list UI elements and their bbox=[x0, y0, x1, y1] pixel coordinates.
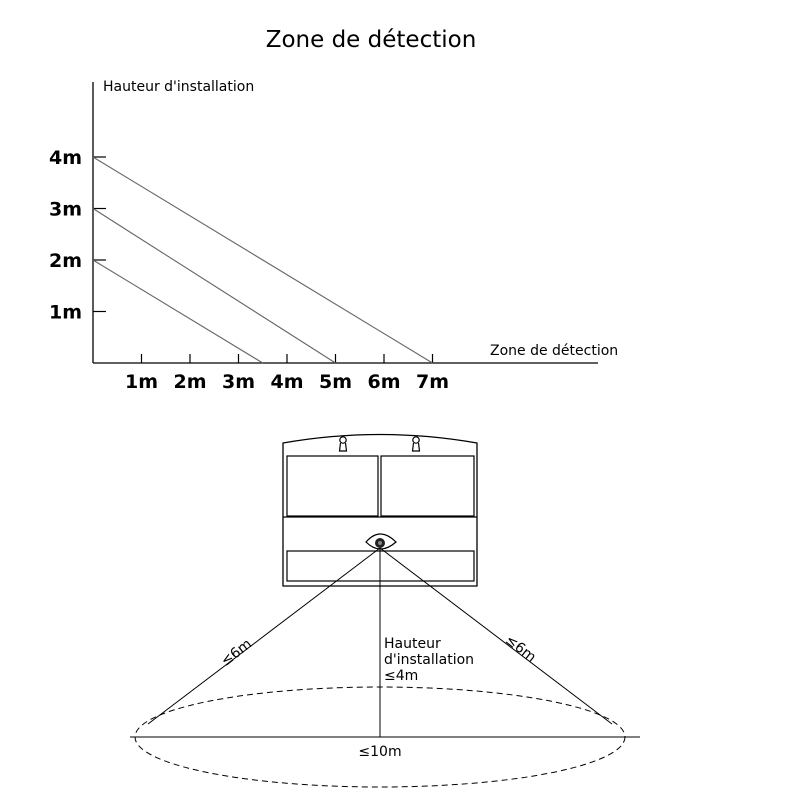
x-tick-label: 3m bbox=[221, 371, 256, 393]
diameter-label: ≤10m bbox=[358, 744, 402, 760]
range-line bbox=[93, 157, 433, 363]
right-slant-label: ≤6m bbox=[502, 631, 539, 666]
x-tick-label: 7m bbox=[415, 371, 450, 393]
x-tick-label: 2m bbox=[173, 371, 207, 393]
y-tick-label: 2m bbox=[48, 250, 82, 272]
x-tick-label: 6m bbox=[367, 371, 401, 393]
x-tick-label: 1m bbox=[124, 371, 159, 393]
range-line bbox=[93, 209, 336, 364]
height-label-line3: ≤4m bbox=[384, 668, 419, 684]
height-label-line2: d'installation bbox=[384, 652, 475, 668]
x-tick-label: 5m bbox=[318, 371, 353, 393]
x-axis-label: Zone de détection bbox=[490, 343, 619, 359]
figure-title: Zone de détection bbox=[265, 27, 477, 53]
left-slant-label: ≤6m bbox=[218, 635, 255, 670]
y-tick-label: 1m bbox=[48, 301, 82, 324]
range-lines bbox=[93, 157, 433, 363]
y-ticks bbox=[49, 147, 106, 324]
height-vs-range-chart bbox=[49, 79, 618, 393]
x-ticks bbox=[125, 354, 449, 393]
y-tick-label: 3m bbox=[48, 198, 82, 221]
height-label-line1: Hauteur bbox=[384, 636, 441, 652]
range-line bbox=[93, 260, 263, 363]
x-tick-label: 4m bbox=[270, 371, 304, 393]
y-tick-label: 4m bbox=[48, 147, 82, 169]
y-axis-label: Hauteur d'installation bbox=[103, 79, 255, 95]
left-slant-line bbox=[148, 548, 380, 724]
